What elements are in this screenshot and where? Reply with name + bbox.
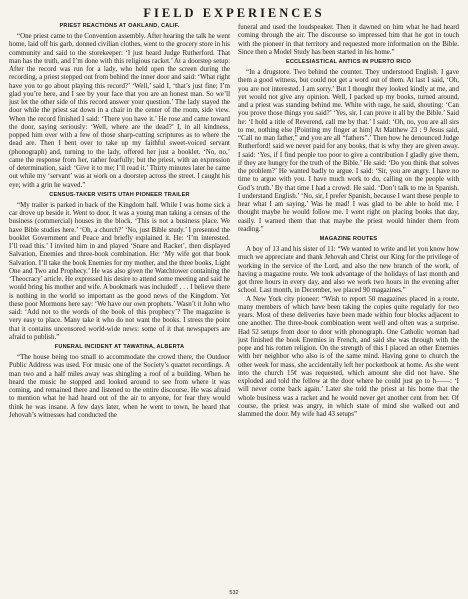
magazine-routes-paragraph-2: A New York city pioneer: “Wish to report 50 magazines placed in a route, many members of which have been taking the copies quite regularly for two years. Most of these deliveries have been made within four blocks adjacent to one another. The three-book combination went well and often was a surprise. Had 52 setups from door to door with phonograph. One Catholic woman had just finished the book Enemies in French, and said she was through with the pope and his rotten religion. On the strength of this I placed an other Enemies with her neighbor who also is of the same mind. Having gone to church the other week for mass, she accidentally left her pocketbook at home. As she went into the church 15¢ was requested, which amount she did not have. She exploded and told the fellow at the door where he could just go to h——: ‘I will never come back again.’ Later she told the priest at his home that the whole business was a racket and he would never get another cent from her. Of course, the priest was angry, in which state of mind she walked out and slammed the door. My wife had 43 setups” (238, 294, 459, 418)
right-column (238, 23, 459, 591)
section-heading-oakland: PRIEST REACTIONS AT OAKLAND, CALIF. (59, 23, 180, 29)
section-heading-puerto-rico: ECCLESIASTICAL ANTICS IN PUERTO RICO (285, 59, 412, 65)
page-title: FIELD EXPERIENCES (143, 6, 325, 20)
oakland-paragraph: “One priest came to the Convention assembly. After hearing the talk he went home, laid off his garb, donned civilian clothes, went to the grocery store in his community and said to the storekeeper: ‘I just heard Judge Rutherford. That man has the truth, and I’m done with this religious racket.’ At a doorstep setup: After the record was run for a lady, who held open the screen during the recording, a priest stepped out from behind the inner door and said: ‘What right have you to go about playing this record?’ ‘Well,’ said I, ‘that’s just fine; I’m glad you’re here, and I see by your face that you are an honest man. So we’ll just let the other side of this record answer your question.’ The lady stayed the door while the priest sat down in a chair in the center of the room, side view. When the record finished I said: ‘There you have it.’ He rose and came toward the door, saying seriously: ‘Well, where are the dead?’ I, in all kindness, popped him over with a few of those sharp-cutting scriptures as to where the dead are. Then I bent over to take up my faithful sweet-voiced servant (phonograph) and, turning to the lady, offered her just a booklet. ‘No, no,’ came the response from her, rather fearfully; but the priest, with an expression of determination, said: ‘Give it to me; I’ll read it.’ Thirty minutes later he came out while my ‘servant’ was at work on a doorstep across the street. I caught his eye; with a grin he waved.” (9, 32, 230, 189)
left-column (9, 23, 230, 591)
section-heading-utah: CENSUS-TAKER VISITS UTAH PIONEER TRAILER (49, 191, 190, 198)
text-columns (9, 23, 459, 591)
magazine-routes-paragraph-1: A boy of 13 and his sister of 11: “We wanted to write and let you know how much we appreciate and thank Jehovah and Christ our King for the privilege of working in the service of the Lord, and also the new branch of the work, of having a magazine route. We took advantage of the holidays of last month and got three hours in every day, and also we work two hours in the evening after school. Last month, in December, we placed 90 magazines.” (238, 245, 459, 295)
alberta-paragraph-continued: funeral and used the loudspeaker. Then it dawned on him what he had heard coming through the air. The discourse so impressed him that he got in touch with the pioneer in that territory and requested more information on the Bible. Since then a Model Study has been started in his home.” (238, 23, 459, 56)
puerto-rico-paragraph: “In a drugstore. Two behind the counter. They understood English. I gave them a good witness, but could not get a word out of them. At last I said, ‘Oh, you are not interested. I am sorry.’ But I thought they looked kindly at me, and yet would not give any opinion. Well, I packed up my books, turned around, and a priest was standing behind me. White with rage, he said, shouting: ‘Can you prove those things you said?’ ‘Yes, sir, I can prove it all by the Bible.’ Said he: ‘I hold a title of Reverend, call me by that.’ I said: ‘Oh, no, you are all sirs to me, nothing else [Pointing my finger at him] At Matthew 23 : 9 Jesus said, “Call no man father,” and you are all “fathers”.’ Then how he denounced Judge Rutherford! said we never paid for any books, that is why they are given away. I said: ‘Yes, if I find people too poor to give a contribution I gladly give them, if they are hungry for the truth of the Bible.’ He said: ‘Do you think that solves the problem?’ He wanted badly to argue. I said: ‘Sir, you are angry. I have no time to argue with you. I have much work to do, calling on the people with God’s truth.’ By that time I had a crowd. He said. ‘Don’t talk to me in Spanish. I understand English.’ ‘No, sir, I prefer Spanish, because I want these people to hear what I am saying.’ Was he mad! I was glad to be able to hold me. I thought maybe he would follow me. I went right on placing books that day, easily. I warned them that that maybe the priest would hinder them from reading.” (238, 68, 459, 233)
alberta-paragraph: “The house being too small to accommodate the crowd there, the Outdoor Public Address was used. For music one of the Society’s quartet recordings. A man two and a half miles away was shingling a roof of a building. When he heard the music he stopped and looked around to see from where it was coming, and remained there and listened to the entire discourse. He was afraid to mention what he had heard out of the air to anyone, for fear they would think he was insane. A few days later, when he went to town, he heard that Jehovah’s witnesses had conducted the (9, 353, 230, 419)
utah-paragraph: “My trailer is parked in back of the Kingdom hall. While I was home sick a car drove up beside it. Went to door. It was a young man taking a census of the business (commercial) houses in the block. ‘This is not a business place. We have Bible studies here.’ ‘Oh, a church?’ ‘No, just Bible study.’ I presented the booklet Government and Peace and briefly explained it. He: ‘I’m interested. I’ll read this.’ I invited him in and played ‘Snare and Racket’, then displayed Salvation, Enemies and three-book combination. He: ‘My wife got that book Salvation. I’ll take the book Enemies for my mother, and the three books, Light One and Two and Prophecy.’ He was also given the Watchtower containing the ‘Theocracy’ article. He expressed his desire to attend some meeting and said he would bring his mother and wife. A bookmark was included! . . . I believe there is nothing in the world so important as the good news of the Kingdom. Yet these poor Mormons here say: ‘We have our own prophets.’ Wasn’t it John who said: ‘Add not to the words of the book of this prophecy’? The magazine is very easy to place. Many take it who do not want the books. I stress the point that it contains uncensored world-wide news: some of it that newspapers are afraid to publish.” (9, 200, 230, 341)
section-heading-magazine-routes: MAGAZINE ROUTES (319, 236, 378, 242)
section-heading-alberta: FUNERAL INCIDENT AT TAWATINA, ALBERTA (54, 344, 185, 350)
page-number: 532 (229, 590, 239, 596)
